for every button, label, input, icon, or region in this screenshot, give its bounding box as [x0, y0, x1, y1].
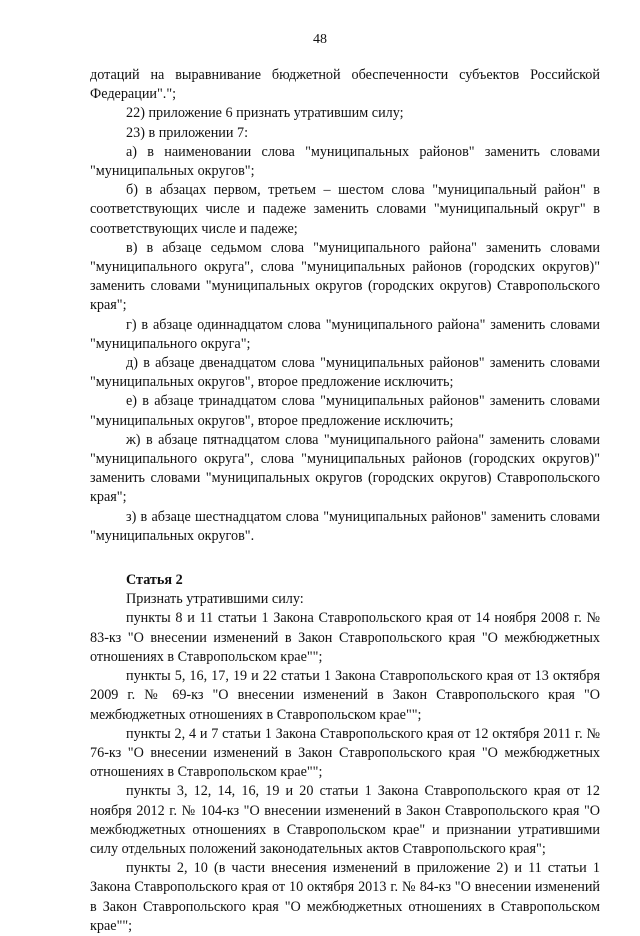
paragraph: пункты 2, 4 и 7 статьи 1 Закона Ставропольского края от 12 октября 2011 г. № 76-кз "О внесении изменений в Закон Ставропольского края "О межбюджетных отношениях в Ставропольском крае""; [90, 725, 600, 781]
paragraph: 22) приложение 6 признать утратившим силу; [126, 105, 404, 122]
paragraph: г) в абзаце одиннадцатом слова "муниципального района" заменить словами "муниципального округа"; [90, 316, 600, 352]
paragraph: е) в абзаце тринадцатом слова "муниципальных районов" заменить словами "муниципальных округов", второе предложение исключить; [90, 393, 600, 429]
document-body [90, 66, 600, 936]
page-number: 48 [313, 32, 327, 47]
paragraph: в) в абзаце седьмом слова "муниципального района" заменить словами "муниципального округа", слова "муниципальных районов (городских округов)" заменить словами "муниципальных округов (городских округов) Ставропольского края"; [90, 239, 600, 314]
paragraph: пункты 8 и 11 статьи 1 Закона Ставропольского края от 14 ноября 2008 г. № 83-кз "О внесении изменений в Закон Ставропольского края "О межбюджетных отношениях в Ставропольском крае""; [90, 610, 600, 665]
paragraph: д) в абзаце двенадцатом слова "муниципальных районов" заменить словами "муниципальных округов", второе предложение исключить; [90, 355, 600, 391]
paragraph: ж) в абзаце пятнадцатом слова "муниципального района" заменить словами "муниципального округа", слова "муниципальных районов (городских округов)" заменить словами "муниципальных округов (городских округов) Ставропольского края"; [90, 431, 600, 506]
paragraph: дотаций на выравнивание бюджетной обеспеченности субъектов Российской Федерации"."; [90, 67, 600, 103]
paragraph: пункты 2, 10 (в части внесения изменений в приложение 2) и 11 статьи 1 Закона Ставропольского края от 10 октября 2013 г. № 84-кз "О внесении изменений в Закон Ставропольского края "О межбюджетных отношениях в Ставропольском крае""; [90, 860, 600, 934]
paragraph: з) в абзаце шестнадцатом слова "муниципальных районов" заменить словами "муниципальных округов". [90, 508, 600, 544]
paragraph: 23) в приложении 7: [126, 124, 249, 141]
paragraph: пункты 3, 12, 14, 16, 19 и 20 статьи 1 Закона Ставропольского края от 12 ноября 2012 г. № 104-кз "О внесении изменений в Закон Ставропольского края "О межбюджетных отношениях в Ставропольском крае" и признании утратившими силу отдельных положений законодательных актов Ставропольского края"; [90, 783, 600, 857]
paragraph: Признать утратившими силу: [126, 591, 304, 608]
article-title: Статья 2 [126, 572, 183, 589]
paragraph: б) в абзацах первом, третьем – шестом слова "муниципальный район" в соответствующих числе и падеже заменить словами "муниципальный округ" в соответствующих числе и падеже; [90, 182, 600, 237]
paragraph: пункты 5, 16, 17, 19 и 22 статьи 1 Закона Ставропольского края от 13 октября 2009 г. № 69-кз "О внесении изменений в Закон Ставропольского края "О межбюджетных отношениях в Ставропольском крае""; [90, 668, 600, 723]
paragraph: а) в наименовании слова "муниципальных районов" заменить словами "муниципальных округов"; [90, 143, 600, 180]
